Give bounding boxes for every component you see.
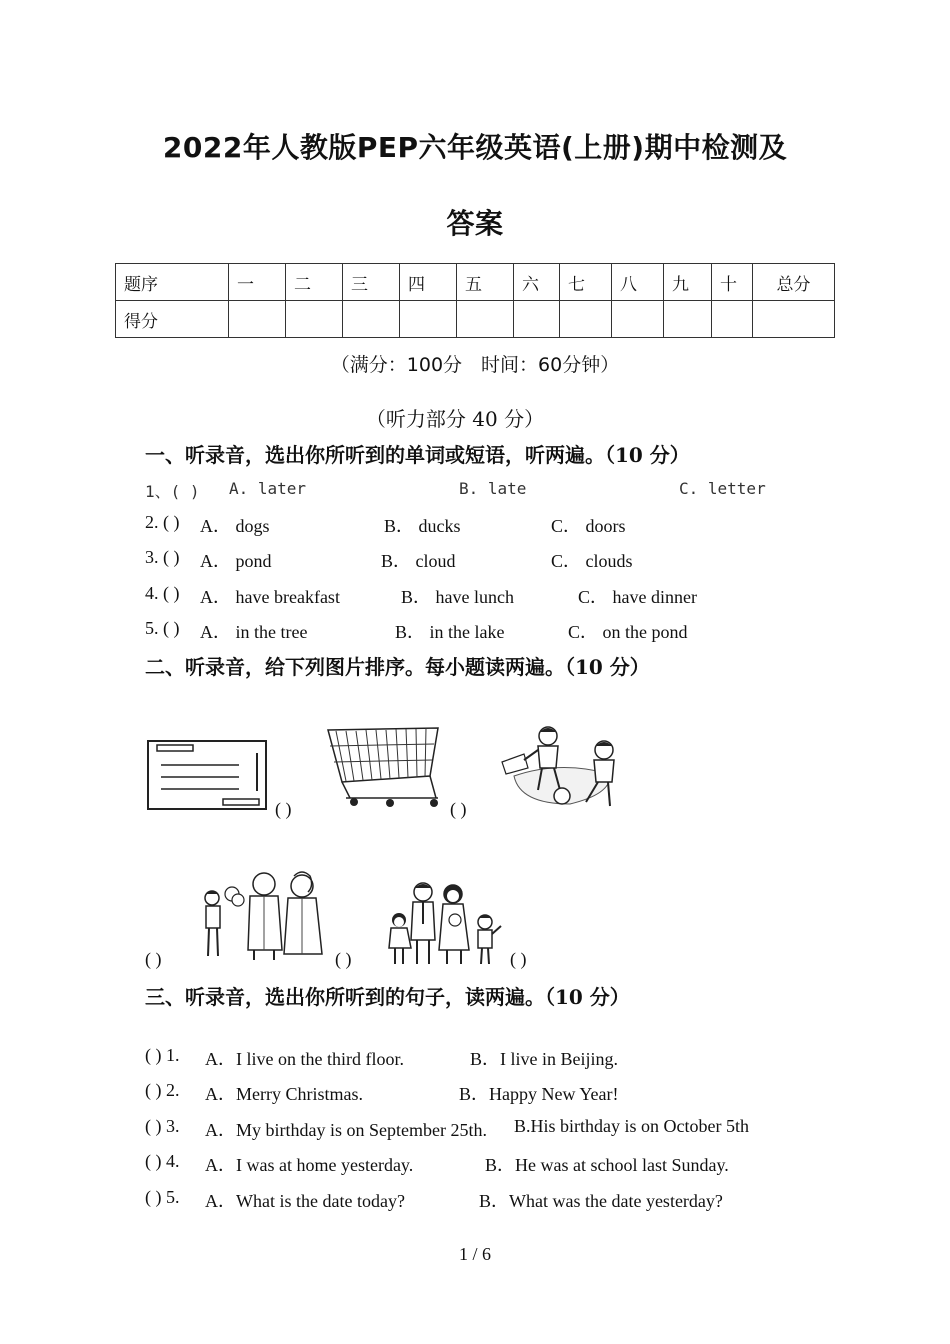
- part3-heading: 三、听录音，选出你所听到的句子，读两遍。（10 分）: [145, 985, 630, 1009]
- score-input-cell[interactable]: [712, 301, 753, 338]
- table-cell: 三: [343, 264, 400, 301]
- shopping-cart-picture: [326, 726, 442, 808]
- score-table-score-row: [116, 301, 835, 338]
- option-a[interactable]: A． have breakfast: [200, 587, 340, 607]
- option-a[interactable]: A．My birthday is on September 25th.: [205, 1120, 487, 1140]
- score-input-cell[interactable]: [343, 301, 400, 338]
- table-cell: 二: [286, 264, 343, 301]
- option-c[interactable]: C． have dinner: [578, 587, 697, 607]
- score-input-cell[interactable]: [612, 301, 664, 338]
- option-b[interactable]: B． in the lake: [395, 622, 505, 642]
- option-a[interactable]: A． pond: [200, 551, 272, 571]
- table-cell: 五: [457, 264, 514, 301]
- table-cell: 十: [712, 264, 753, 301]
- option-b[interactable]: B. late: [459, 479, 527, 498]
- question-number: ( ) 5.: [145, 1187, 180, 1207]
- table-cell: 四: [400, 264, 457, 301]
- option-a[interactable]: A．What is the date today?: [205, 1191, 405, 1211]
- question-number: ( ) 3.: [145, 1116, 180, 1136]
- option-a[interactable]: A． in the tree: [200, 622, 308, 642]
- table-cell: 八: [612, 264, 664, 301]
- score-input-cell[interactable]: [753, 301, 835, 338]
- option-c[interactable]: C. letter: [679, 479, 766, 498]
- question-number: 2. ( ): [145, 512, 180, 532]
- table-cell: 一: [229, 264, 286, 301]
- option-a[interactable]: A．I live on the third floor.: [205, 1049, 404, 1069]
- option-b[interactable]: B． have lunch: [401, 587, 514, 607]
- question-number: 1、( ): [145, 482, 200, 501]
- question-number: 4. ( ): [145, 583, 180, 603]
- option-b[interactable]: B． ducks: [384, 516, 461, 536]
- score-input-cell[interactable]: [560, 301, 612, 338]
- option-c[interactable]: C． clouds: [551, 551, 633, 571]
- table-cell: 七: [560, 264, 612, 301]
- score-input-cell[interactable]: [400, 301, 457, 338]
- score-input-cell[interactable]: [457, 301, 514, 338]
- question-number: 5. ( ): [145, 618, 180, 638]
- score-table-header-row: [116, 264, 835, 301]
- listening-header: （听力部分 40 分）: [365, 407, 545, 431]
- answer-blank[interactable]: ( ): [275, 799, 292, 819]
- table-cell: 得分: [116, 301, 229, 338]
- score-input-cell[interactable]: [514, 301, 560, 338]
- option-a[interactable]: A． dogs: [200, 516, 270, 536]
- playing-football-picture: [500, 724, 624, 810]
- table-cell: 六: [514, 264, 560, 301]
- question-number: ( ) 4.: [145, 1151, 180, 1171]
- table-cell: 九: [664, 264, 712, 301]
- answer-blank[interactable]: ( ): [450, 799, 467, 819]
- answer-blank[interactable]: ( ): [145, 949, 162, 969]
- part2-heading: 二、听录音，给下列图片排序。每小题读两遍。（10 分）: [145, 655, 650, 679]
- page-title-line2: 答案: [446, 207, 504, 240]
- score-table: [115, 263, 835, 338]
- option-a[interactable]: A．Merry Christmas.: [205, 1084, 363, 1104]
- grandparents-picture: [198, 870, 338, 962]
- part1-heading: 一、听录音，选出你所听到的单词或短语，听两遍。（10 分）: [145, 443, 690, 467]
- option-b[interactable]: B．He was at school last Sunday.: [485, 1155, 729, 1175]
- score-input-cell[interactable]: [229, 301, 286, 338]
- answer-blank[interactable]: ( ): [510, 949, 527, 969]
- exam-info: （满分：100分 时间：60分钟）: [330, 354, 620, 376]
- page-title-line1: 2022年人教版PEP六年级英语(上册)期中检测及: [162, 131, 788, 164]
- family-picture: [385, 880, 505, 966]
- option-a[interactable]: A. later: [229, 479, 307, 498]
- page-number: 1 / 6: [458, 1244, 491, 1264]
- option-b[interactable]: B．Happy New Year!: [459, 1084, 619, 1104]
- option-b[interactable]: B．I live in Beijing.: [470, 1049, 618, 1069]
- score-input-cell[interactable]: [664, 301, 712, 338]
- question-number: 3. ( ): [145, 547, 180, 567]
- option-c[interactable]: C． on the pond: [568, 622, 688, 642]
- table-cell: 题序: [116, 264, 229, 301]
- score-input-cell[interactable]: [286, 301, 343, 338]
- option-c[interactable]: C． doors: [551, 516, 626, 536]
- option-b[interactable]: B.His birthday is on October 5th: [514, 1116, 749, 1136]
- option-b[interactable]: B．What was the date yesterday?: [479, 1191, 723, 1211]
- letter-picture: [147, 739, 267, 811]
- option-b[interactable]: B． cloud: [381, 551, 456, 571]
- table-cell: 总分: [753, 264, 835, 301]
- option-a[interactable]: A．I was at home yesterday.: [205, 1155, 414, 1175]
- question-number: ( ) 1.: [145, 1045, 180, 1065]
- answer-blank[interactable]: ( ): [335, 949, 352, 969]
- question-number: ( ) 2.: [145, 1080, 180, 1100]
